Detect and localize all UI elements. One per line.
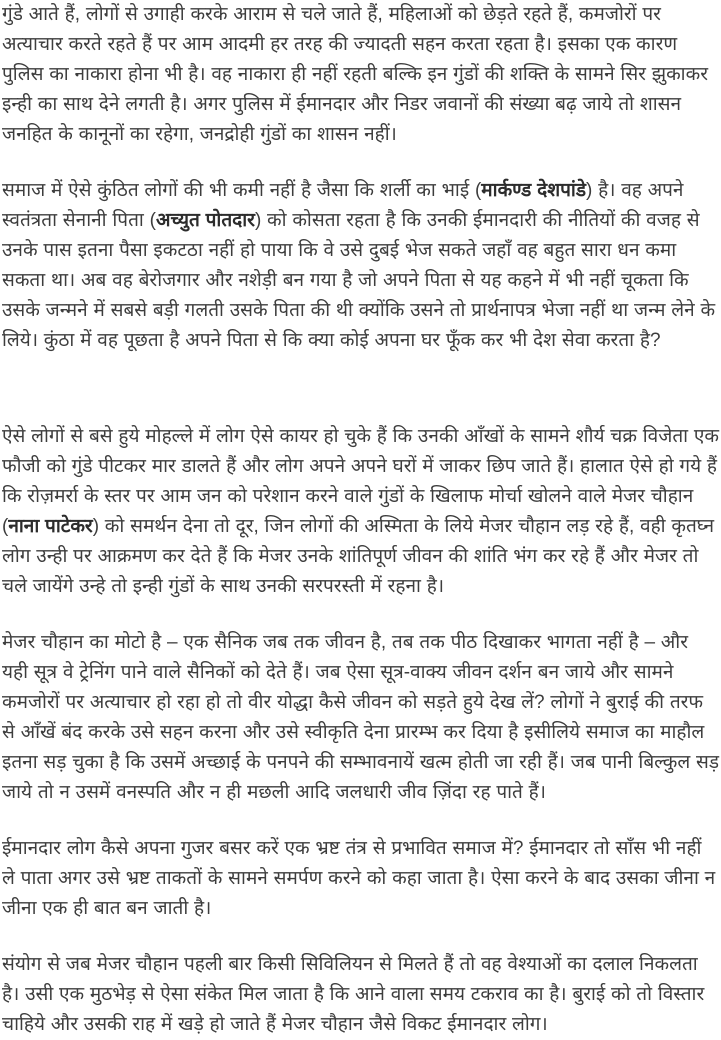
text-run: समाज में ऐसे कुंठित लोगों की भी कमी नहीं है जैसा कि शर्ली का भाई (	[2, 180, 482, 201]
paragraph	[2, 834, 719, 924]
paragraph	[2, 176, 719, 356]
actor-name: मार्कण्ड देशपांडे	[481, 180, 587, 201]
paragraph	[2, 950, 719, 1040]
text-run: ) को कोसता रहता है कि उनकी ईमानदारी की नीतियों की वजह से उनके पास इतना पैसा इकटठा नहीं हो पाया कि वे उसे दुबई भेज सकते जहाँ वह बहुत सारा धन कमा सकता था। अब वह बेरोजगार और नशेड़ी बन गया है जो अपने पिता से यह कहने में भी नहीं चूकता कि उसके जन्मने में सबसे बड़ी गलती उसके पिता की थी क्योंकि उसने तो प्रार्थनापत्र भेजा नहीं था जन्म लेने के लिये। कुंठा में वह पूछता है अपने पिता से कि क्या कोई अपना घर फूँक कर भी देश सेवा करता है?	[2, 210, 716, 351]
text-run: संयोग से जब मेजर चौहान पहली बार किसी सिविलियन से मिलते हैं तो वह वेश्याओं का दलाल निकलता है। उसी एक मुठभेड़ से ऐसा संकेत मिल जाता है कि आने वाला समय टकराव का है। बुराई को तो विस्तार चाहिये और उसकी राह में खड़े हो जाते हैं मेजर चौहान जैसे विकट ईमानदार लोग।	[2, 954, 705, 1035]
paragraph	[2, 422, 719, 602]
text-run: ऐसे लोगों से बसे हुये मोहल्ले में लोग ऐसे कायर हो चुके हैं कि उनकी आँखों के सामने शौर्य चक्र विजेता एक फौजी को गुंडे पीटकर मार डालते हैं और लोग अपने अपने घरों में जाकर छिप जाते हैं। हालात ऐसे हो गये हैं कि रोज़मर्रा के स्तर पर आम जन को परेशान करने वाले गुंडों के खिलाफ मोर्चा खोलने वाले मेजर चौहान (	[2, 426, 719, 537]
actor-name: अच्युत पोतदार	[155, 210, 255, 231]
text-run: गुंडे आते हैं, लोगों से उगाही करके आराम से चले जाते हैं, महिलाओं को छेड़ते रहते हैं, कमजोरों पर अत्याचार करते रहते हैं पर आम आदमी हर तरह की ज्यादती सहन करता रहता है। इसका एक कारण पुलिस का नाकारा होना भी है। वह नाकारा ही नहीं रहती बल्कि इन गुंडों की शक्ति के सामने सिर झुकाकर इन्ही का साथ देने लगती है। अगर पुलिस में ईमानदार और निडर जवानों की संख्या बढ़ जाये तो शासन जनहित के कानूनों का रहेगा, जनद्रोही गुंडों का शासन नहीं।	[2, 4, 708, 145]
text-run: ) है। वह अपने स्वतंत्रता सेनानी पिता (	[2, 180, 684, 231]
text-run: मेजर चौहान का मोटो है – एक सैनिक जब तक जीवन है, तब तक पीठ दिखाकर भागता नहीं है – और यही सूत्र वे ट्रेनिंग पाने वाले सैनिकों को देते हैं। जब ऐसा सूत्र-वाक्य जीवन दर्शन बन जाये और सामने कमजोरों पर अत्याचार हो रहा हो तो वीर योद्धा कैसे जीवन को सड़ते हुये देख लें? लोगों ने बुराई की तरफ से आँखें बंद करके उसे सहन करना और उसे स्वीकृति देना प्रारम्भ कर दिया है इसीलिये समाज का माहौल इतना सड़ चुका है कि उसमें अच्छाई के पनपने की सम्भावनायें खत्म होती जा रही हैं। जब पानी बिल्कुल सड़ जाये तो न उसमें वनस्पति और न ही मछली आदि जलधारी जीव ज़िंदा रह पाते हैं।	[2, 632, 720, 803]
text-run: ईमानदार लोग कैसे अपना गुजर बसर करें एक भ्रष्ट तंत्र से प्रभावित समाज में? ईमानदार तो साँस भी नहीं ले पाता अगर उसे भ्रष्ट ताकतों के सामने समर्पण करने को कहा जाता है। ऐसा करने के बाद उसका जीना न जीना एक ही बात बन जाती है।	[2, 838, 716, 919]
paragraph	[2, 0, 719, 150]
text-run: ) को समर्थन देना तो दूर, जिन लोगों की अस्मिता के लिये मेजर चौहान लड़ रहे हैं, वही कृतघ्न लोग उन्ही पर आक्रमण कर देते हैं कि मेजर उनके शांतिपूर्ण जीवन की शांति भंग कर रहे हैं और मेजर तो चले जायेंगे उन्हे तो इन्ही गुंडों के साथ उनकी सरपरस्ती में रहना है।	[2, 516, 715, 597]
actor-name: नाना पाटेकर	[8, 516, 93, 537]
paragraph	[2, 628, 719, 808]
